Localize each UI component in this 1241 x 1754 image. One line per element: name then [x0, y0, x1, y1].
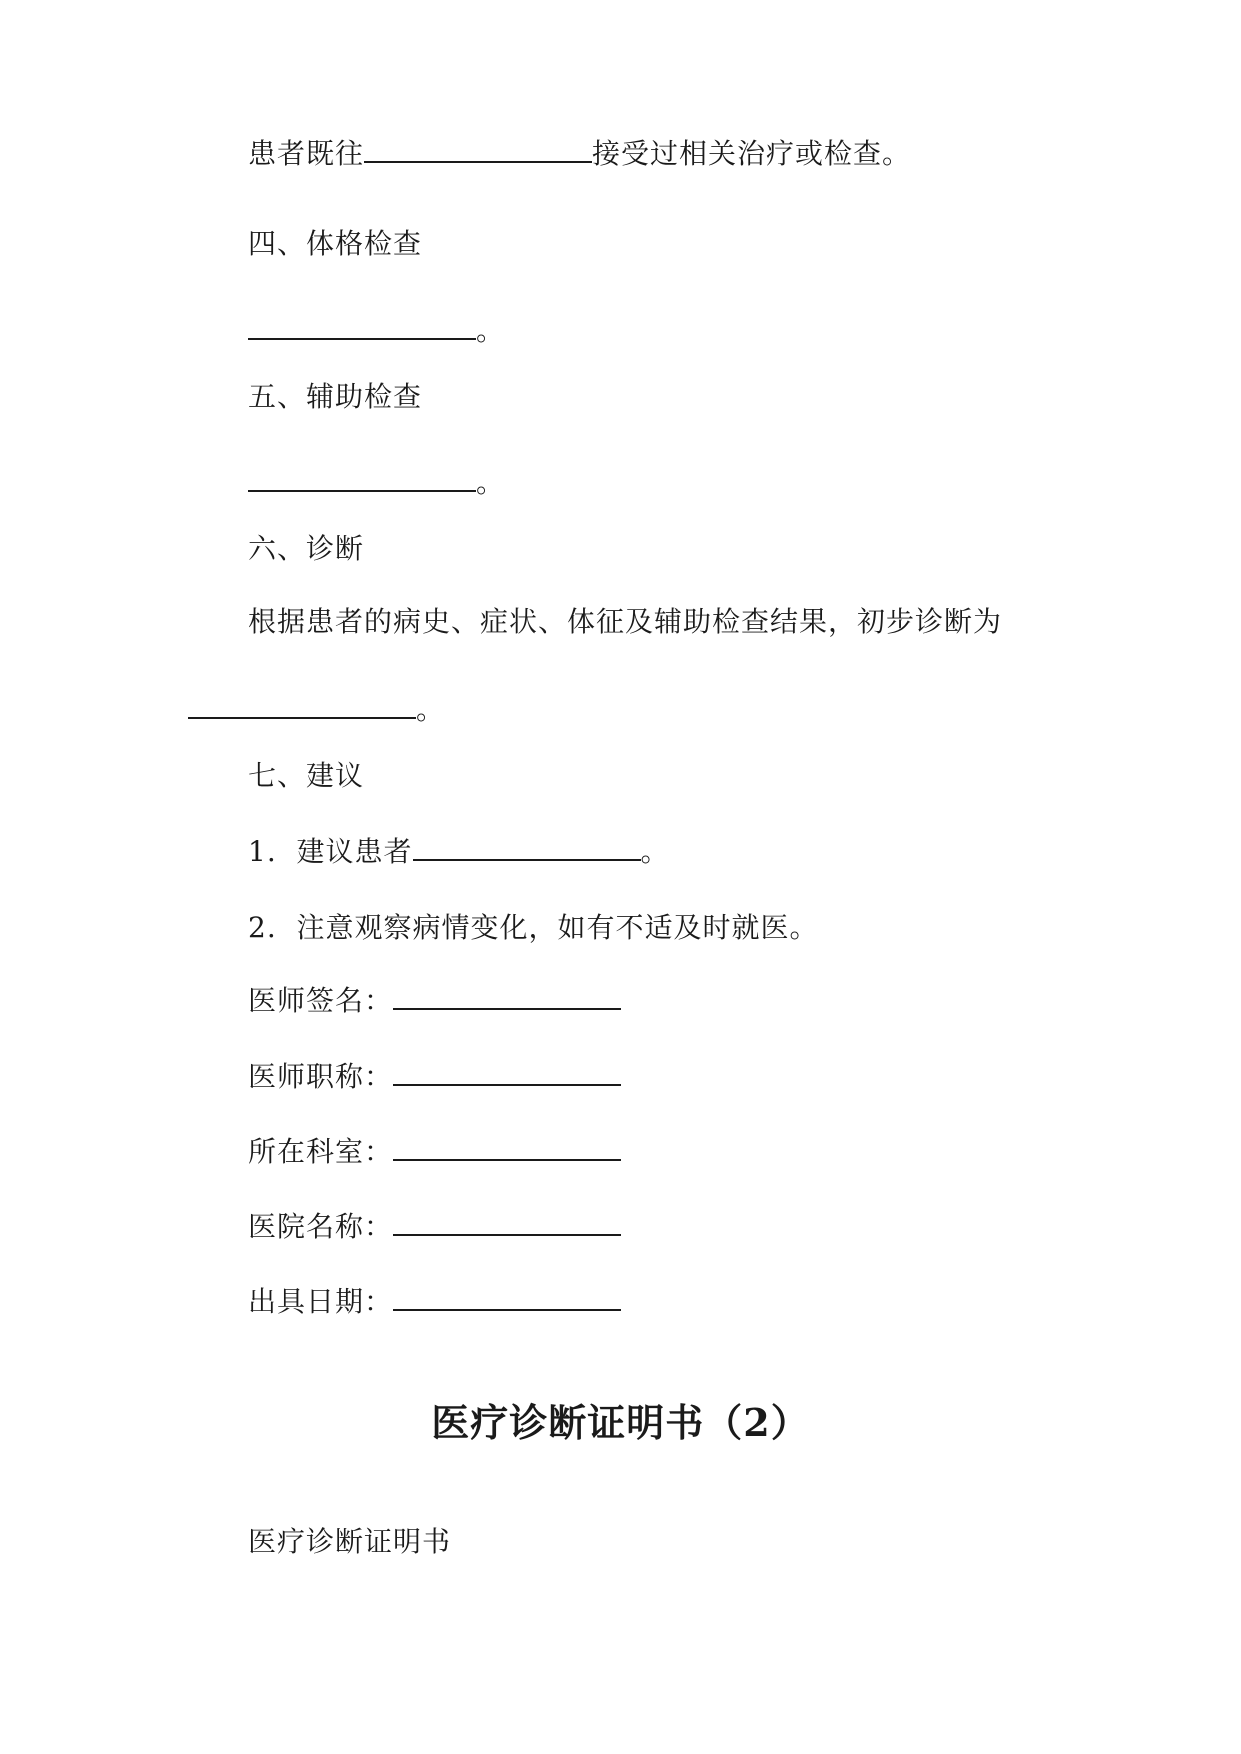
advice-item-2	[248, 908, 819, 948]
advice-item-2-text: 注意观察病情变化，如有不适及时就医。	[296, 911, 819, 944]
diagnosis-text: 根据患者的病史、症状、体征及辅助检查结果，初步诊断为	[248, 605, 1003, 638]
prior-treatment-line	[248, 134, 911, 174]
department-row	[248, 1132, 621, 1172]
hospital-label: 医院名称：	[248, 1210, 394, 1243]
hospital-row	[248, 1207, 621, 1247]
prior-treatment-suffix: 接受过相关治疗或检查。	[592, 137, 912, 170]
advice-item-1-end: 。	[640, 835, 670, 868]
document-title: 医疗诊断证明书（2）	[431, 1400, 810, 1445]
doctor-title-label: 医师职称：	[248, 1060, 394, 1093]
prior-treatment-prefix: 患者既往	[248, 137, 365, 170]
doctor-title-row	[248, 1057, 621, 1097]
doctor-title-blank[interactable]	[393, 1058, 621, 1086]
diagnosis-blank[interactable]	[188, 691, 416, 719]
auxiliary-exam-end: 。	[476, 466, 506, 499]
hospital-blank[interactable]	[393, 1208, 621, 1236]
diagnosis-heading: 六、诊断	[248, 532, 365, 565]
auxiliary-exam-blank[interactable]	[248, 464, 476, 492]
diagnosis-end: 。	[416, 693, 446, 726]
doctor-name-label: 医师签名：	[248, 984, 394, 1017]
auxiliary-exam-line	[248, 463, 505, 503]
advice-item-1	[248, 832, 670, 872]
issue-date-row	[248, 1282, 621, 1322]
physical-exam-line	[248, 311, 505, 351]
diagnosis-line	[188, 690, 445, 730]
department-label: 所在科室：	[248, 1135, 394, 1168]
physical-exam-end: 。	[476, 314, 506, 347]
physical-exam-heading: 四、体格检查	[248, 227, 423, 260]
physical-exam-blank[interactable]	[248, 312, 476, 340]
prior-treatment-blank[interactable]	[364, 135, 592, 163]
advice-item-2-number: 2.	[248, 911, 277, 944]
advice-heading: 七、建议	[248, 759, 365, 792]
advice-item-1-prefix: 建议患者	[296, 835, 413, 868]
document-subtitle: 医疗诊断证明书	[248, 1525, 452, 1558]
issue-date-label: 出具日期：	[248, 1285, 394, 1318]
advice-item-1-blank[interactable]	[413, 833, 641, 861]
department-blank[interactable]	[393, 1133, 621, 1161]
advice-item-1-number: 1.	[248, 835, 277, 868]
doctor-name-row	[248, 981, 621, 1021]
doctor-name-blank[interactable]	[393, 982, 621, 1010]
auxiliary-exam-heading: 五、辅助检查	[248, 380, 423, 413]
issue-date-blank[interactable]	[393, 1283, 621, 1311]
